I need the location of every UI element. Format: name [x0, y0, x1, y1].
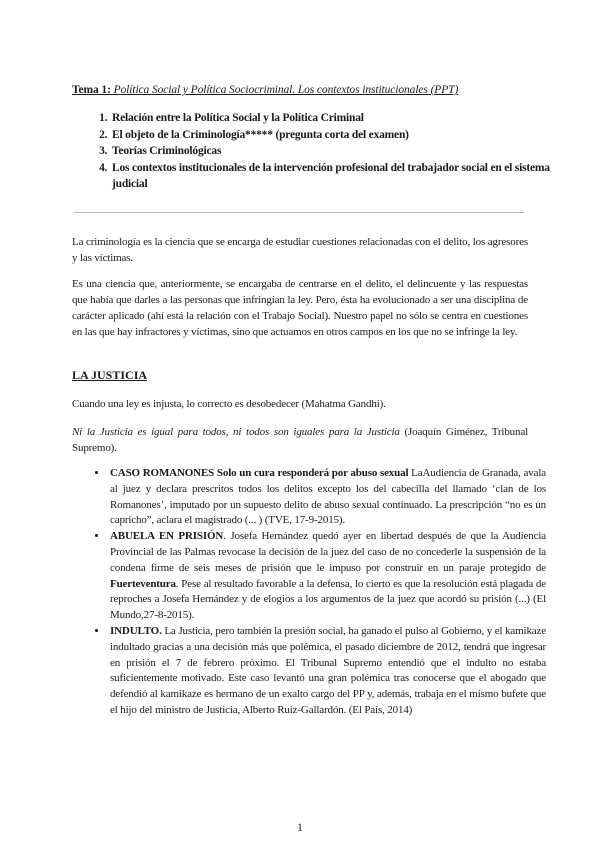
- case-item-abuela: [108, 529, 546, 624]
- case-text-continued: . Pese al resultado favorable a la defensa, lo cierto es que la resolución está plagada de reproches a Josefa Hernández y de elogios a los argumentos de la juez que acordó su prisión (...) (El Mundo,27-8-2015).: [110, 577, 546, 622]
- outline-item: 4. Los contextos institucionales de la intervención profesional del trabajador social en el sistema judicial: [110, 160, 550, 193]
- gandhi-quote: Cuando una ley es injusta, lo correcto es desobedecer (Mahatma Gandhi).: [72, 398, 386, 410]
- topic-name: Política Social y Política Sociocriminal. Los contextos institucionales (PPT): [110, 84, 459, 96]
- gimenez-quote: [72, 424, 528, 456]
- section-heading: LA JUSTICIA: [72, 368, 148, 382]
- outline-item: 1. Relación entre la Política Social y la Política Criminal: [110, 110, 550, 127]
- outline-item: 2. El objeto de la Criminología***** (pregunta corta del examen): [110, 127, 550, 144]
- case-text: La Justicia, pero también la presión social, ha ganado el pulso al Gobierno, y el kamikaze indultado gracias a una decisión más que polémica, el pasado diciembre de 2012, tendrá que ingresar en prisión el 7 de febrero próximo. El Tribunal Supremo entendió que el indulto no estaba suficientemente motivado. Este caso levantó una gran polémica tras conocerse que el abogado que defendió al kamikaze es hermano de un exalto cargo del PP y, además, trabaja en el mismo bufete que el hijo del ministro de Justicia, Alberto Ruiz-Gallardón. (El País, 2014): [110, 624, 546, 716]
- topic-outline: [88, 110, 550, 193]
- case-label: ABUELA EN PRISIÓN: [110, 530, 224, 543]
- case-label: CASO ROMANONES: [110, 467, 215, 479]
- case-text: LaAudiencia de Granada, avala al juez y declara prescritos todos los delitos excepto los del cabecilla del llamado ‘clan de los Romanones’, imputado por un supuesto delito de abuso sexual continuado. La prescripción “no es un capricho”, aclara el magistrado (... ) (TVE, 17-9-2015).: [110, 467, 546, 527]
- topic-title: [72, 84, 458, 96]
- topic-prefix: Tema 1:: [72, 84, 111, 96]
- gimenez-quote-text: Ni la Justicia es igual para todos, ni todos son iguales para la Justicia: [72, 426, 400, 438]
- horizontal-divider: [74, 212, 524, 213]
- case-place: Fuerteventura: [110, 577, 176, 590]
- intro-paragraph-2: Es una ciencia que, anteriormente, se encargaba de centrarse en el delito, el delincuente y las respuestas que había que darles a las personas que infringían la ley. Pero, ésta ha evolucionado a ser una disciplina de carácter aplicado (ahí está la relación con el Trabajo Social). Nuestro papel no sólo se centra en cuestiones en las que hay infractores y víctimas, sino que actuamos en otros campos en los que no se infringe la ley.: [72, 278, 528, 338]
- case-subtitle: Solo un cura responderá por abuso sexual: [214, 467, 409, 479]
- intro-paragraph-1: La criminología es la ciencia que se encarga de estudiar cuestiones relacionadas con el delito, los agresores y las víctimas.: [72, 236, 528, 264]
- case-list: [90, 466, 546, 719]
- outline-item: 3. Teorías Criminológicas: [110, 143, 550, 160]
- case-item-indulto: [108, 624, 546, 719]
- case-text: . Josefa Hernández quedó ayer en libertad después de que la Audiencia Provincial de las Palmas revocase la decisión de la juez del caso de no concederle la suspensión de la condena firme de seis meses de prisión que le impuso por construir en un paraje protegido de: [110, 530, 546, 574]
- gimenez-quote-source: (Joaquín Giménez, Tribunal Supremo).: [72, 426, 529, 454]
- case-label: INDULTO.: [110, 624, 162, 637]
- page-number: 1: [297, 822, 303, 834]
- case-item-romanones: [108, 466, 546, 529]
